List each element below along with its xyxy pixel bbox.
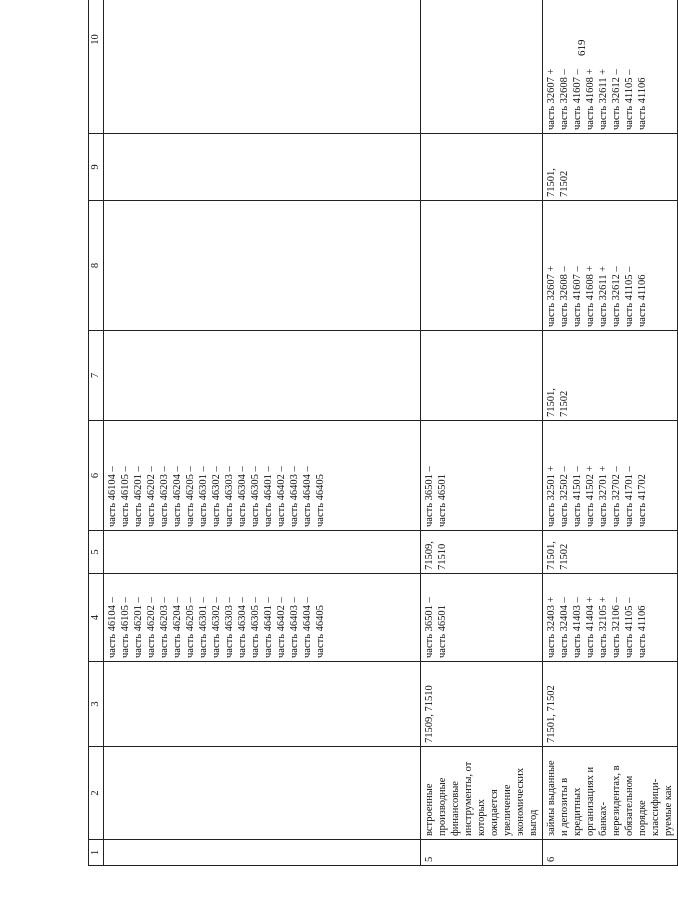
table-row [421,0,543,866]
table-cell [104,331,421,421]
table-cell: часть 36501 – часть 46501 [421,421,543,531]
table-cell: часть 32501 + часть 32502 – часть 41501 – часть 41502 + часть 32701 + часть 32702 – часть 41701 – часть 41702 [543,421,678,531]
table-cell [104,531,421,574]
column-header: 5 [89,531,104,574]
table-cell [421,201,543,331]
table-cell: часть 32607 + часть 32608 – часть 41607 – часть 41608 + часть 32611 + часть 32612 – часть 41105 – часть 41106 [543,201,678,331]
table-cell [104,662,421,747]
table-cell [104,0,421,134]
column-header: 10 [89,0,104,134]
rotated-table-wrapper [88,34,674,866]
column-header: 4 [89,574,104,662]
accounts-table [88,0,678,866]
page-number: 619 [576,39,588,56]
table-cell [421,134,543,201]
header-row [89,0,104,866]
table-cell: часть 32403 + часть 32404 – часть 41403 – часть 41404 + часть 32105 + часть 32106 – часть 41105 – часть 41106 [543,574,678,662]
table-cell: 71501, 71502 [543,662,678,747]
table-cell: 71509, 71510 [421,531,543,574]
table-cell: часть 32607 + часть 32608 – часть 41607 – часть 41608 + часть 32611 + часть 32612 – часть 41105 – часть 41106 [543,0,678,134]
table-cell [421,331,543,421]
table-cell: 71501, 71502 [543,531,678,574]
table-cell: 71501, 71502 [543,134,678,201]
column-header: 1 [89,840,104,866]
column-header: 7 [89,331,104,421]
table-cell [104,201,421,331]
table-row [543,0,678,866]
table-cell: часть 36501 – часть 46501 [421,574,543,662]
table-cell: 71509, 71510 [421,662,543,747]
column-header: 3 [89,662,104,747]
table-cell [104,747,421,840]
table-row [104,0,421,866]
table-cell: 6 [543,840,678,866]
column-header: 9 [89,134,104,201]
table-cell: 71501, 71502 [543,331,678,421]
table-cell [104,840,421,866]
column-header: 8 [89,201,104,331]
table-cell: часть 46104 – часть 46105 – часть 46201 – часть 46202 – часть 46203 – часть 46204 – часть 46205 – часть 46301 – часть 46302 – часть 46303 – часть 46304 – часть 46305 – часть 46401 – часть 46402 – часть 46403 – часть 46404 – часть 46405 [104,421,421,531]
table-cell: часть 46104 – часть 46105 – часть 46201 – часть 46202 – часть 46203 – часть 46204 – часть 46205 – часть 46301 – часть 46302 – часть 46303 – часть 46304 – часть 46305 – часть 46401 – часть 46402 – часть 46403 – часть 46404 – часть 46405 [104,574,421,662]
table-cell [421,0,543,134]
column-header: 6 [89,421,104,531]
table-cell: встроенные производные финансовые инструменты, от которых ожидается увеличение экономических выгод [421,747,543,840]
table-cell: 5 [421,840,543,866]
table-cell: займы выданные и депозиты в кредитных организациях и банках- нерезидентах, в обязательном порядке классифици- руемые как [543,747,678,840]
table-cell [104,134,421,201]
column-header: 2 [89,747,104,840]
